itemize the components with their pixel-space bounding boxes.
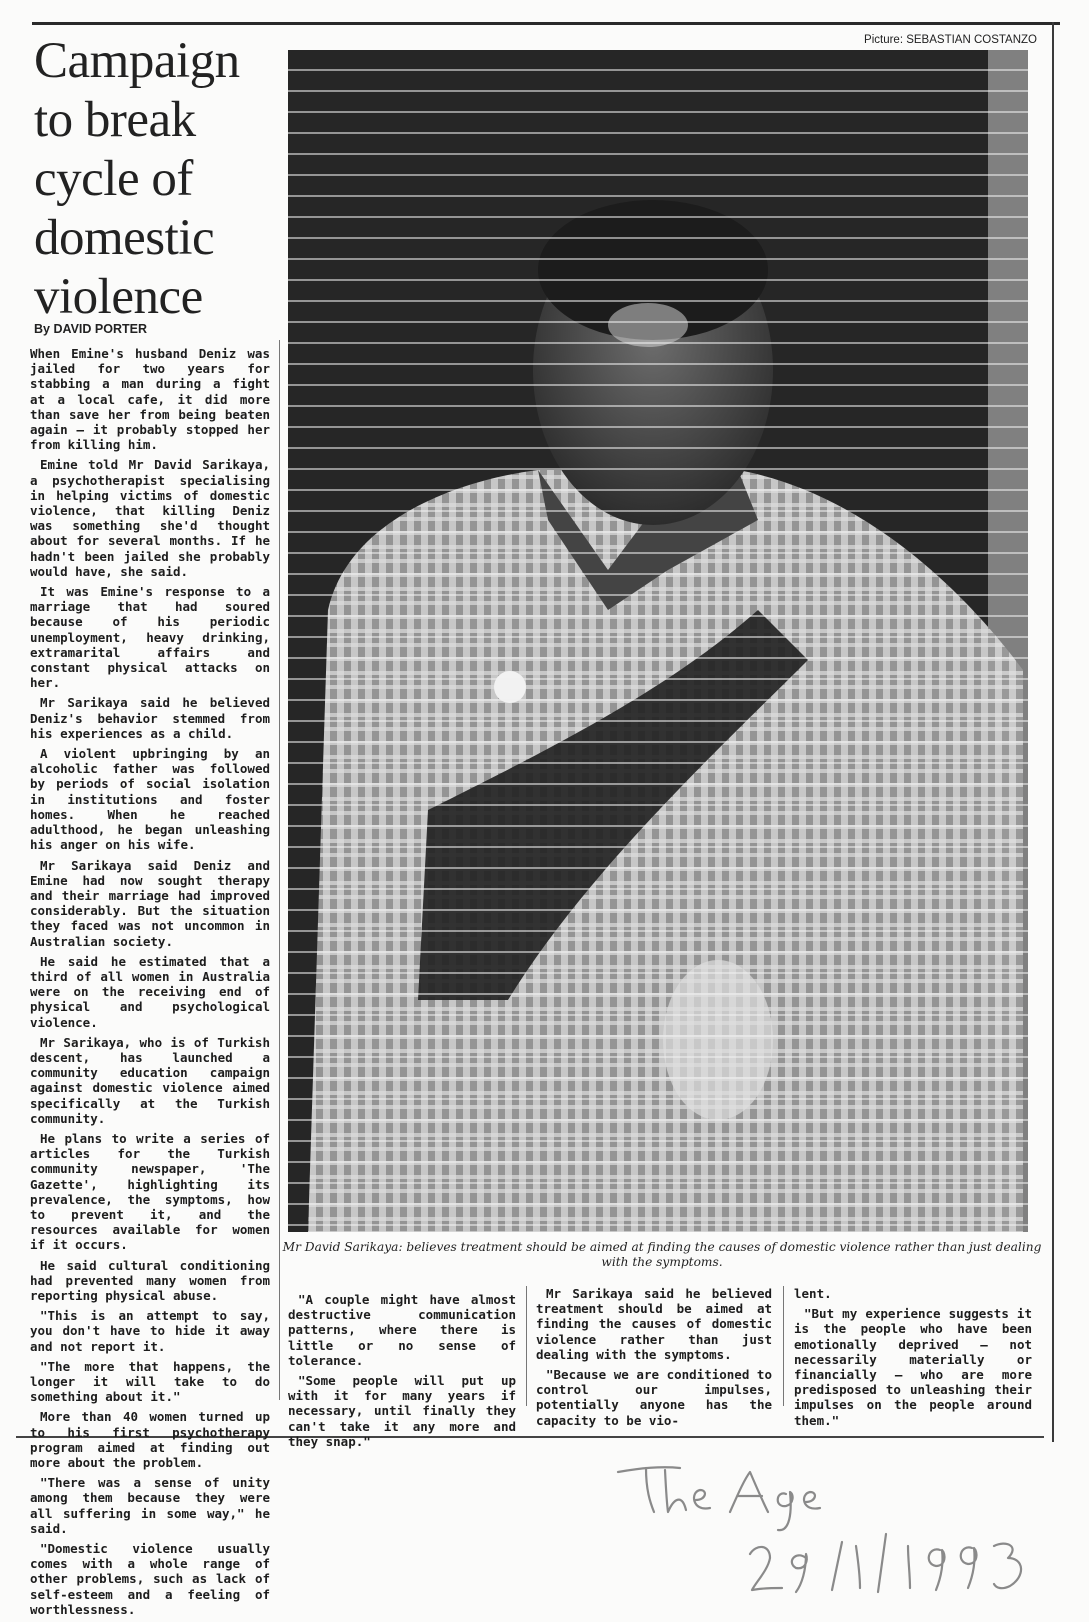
article-column-1	[30, 346, 270, 1622]
paragraph: "But my experience suggests it is the people who have been emotionally deprived — not necessarily materially or financially — who are more predisposed to unleashing their impulses on the people around them."	[794, 1306, 1032, 1428]
paragraph: "Some people will put up with it for many years if necessary, until finally they can't take it any more and they snap."	[288, 1373, 516, 1449]
paragraph: He said cultural conditioning had prevented many women from reporting physical abuse.	[30, 1257, 270, 1303]
paragraph: "There was a sense of unity among them because they were all suffering in some way," he said.	[30, 1475, 270, 1536]
paragraph: A violent upbringing by an alcoholic father was followed by periods of social isolation in institutions and foster homes. When he reached adulthood, he began unleashing his anger on his wife.	[30, 746, 270, 853]
paragraph: "This is an attempt to say, you don't have to hide it away and not report it.	[30, 1308, 270, 1354]
paragraph: He plans to write a series of articles for the Turkish community newspaper, 'The Gazette', highlighting its prevalence, the symptoms, how to prevent it, and the resources available for women if it occurs.	[30, 1130, 270, 1253]
photo-credit: Picture: SEBASTIAN COSTANZO	[864, 34, 1037, 46]
paragraph: He said he estimated that a third of all women in Australia were on the receiving end of physical and psychological violence.	[30, 953, 270, 1030]
paragraph: Mr Sarikaya said he believed treatment should be aimed at finding the causes of domestic violence rather than just dealing with the symptoms.	[536, 1286, 772, 1362]
article-headline: Campaign to break cycle of domestic violence	[34, 33, 240, 325]
handwritten-source-note	[610, 1450, 1070, 1600]
article-column-3	[536, 1286, 772, 1433]
paragraph: More than 40 women turned up to his first psychotherapy program aimed at finding out more about the problem.	[30, 1409, 270, 1471]
paragraph: Mr Sarikaya said Deniz and Emine had now sought therapy and their marriage had improved considerably. But the situation they faced was not uncommon in Australian society.	[30, 857, 270, 949]
paragraph: "The more that happens, the longer it will take to do something about it."	[30, 1358, 270, 1405]
article-column-4	[794, 1286, 1032, 1433]
article-photo	[288, 50, 1028, 1232]
column-divider	[526, 1286, 527, 1406]
paragraph: Mr Sarikaya, who is of Turkish descent, has launched a community education campaign against domestic violence aimed specifically at the Turkish community.	[30, 1034, 270, 1126]
paragraph: Mr Sarikaya said he believed Deniz's behavior stemmed from his experiences as a child.	[30, 695, 270, 741]
top-rule	[32, 22, 1060, 25]
right-rule	[1052, 22, 1054, 1442]
paragraph: "Because we are conditioned to control our impulses, potentially anyone has the capacity to be vio-	[536, 1367, 772, 1428]
paragraph: lent.	[794, 1286, 832, 1301]
column-divider	[279, 340, 280, 1400]
paragraph: "Domestic violence usually comes with a whole range of other problems, such as lack of self-esteem and a feeling of worthlessness.	[30, 1541, 270, 1617]
column-divider	[783, 1286, 784, 1406]
paragraph: "A couple might have almost destructive communication patterns, where there is little or no sense of tolerance.	[288, 1292, 516, 1368]
paragraph: It was Emine's response to a marriage that had soured because of his periodic unemployment, heavy drinking, extramarital affairs and constant physical attacks on her.	[30, 584, 270, 691]
paragraph: When Emine's husband Deniz was jailed for two years for stabbing a man during a fight at a local cafe, it did more than save her from being beaten again — it probably stopped her from killing him.	[30, 346, 270, 453]
article-byline: By DAVID PORTER	[34, 322, 147, 336]
photo-caption: Mr David Sarikaya: believes treatment should be aimed at finding the causes of domestic violence rather than just dealing with the symptoms.	[282, 1240, 1042, 1269]
window-blinds-overlay	[288, 50, 1028, 1232]
article-column-2	[288, 1292, 516, 1454]
paragraph: Emine told Mr David Sarikaya, a psychotherapist specialising in helping victims of domestic violence, that killing Deniz was something she'd thought about for several months. If he hadn't been jailed she probably would have, she said.	[30, 457, 270, 579]
